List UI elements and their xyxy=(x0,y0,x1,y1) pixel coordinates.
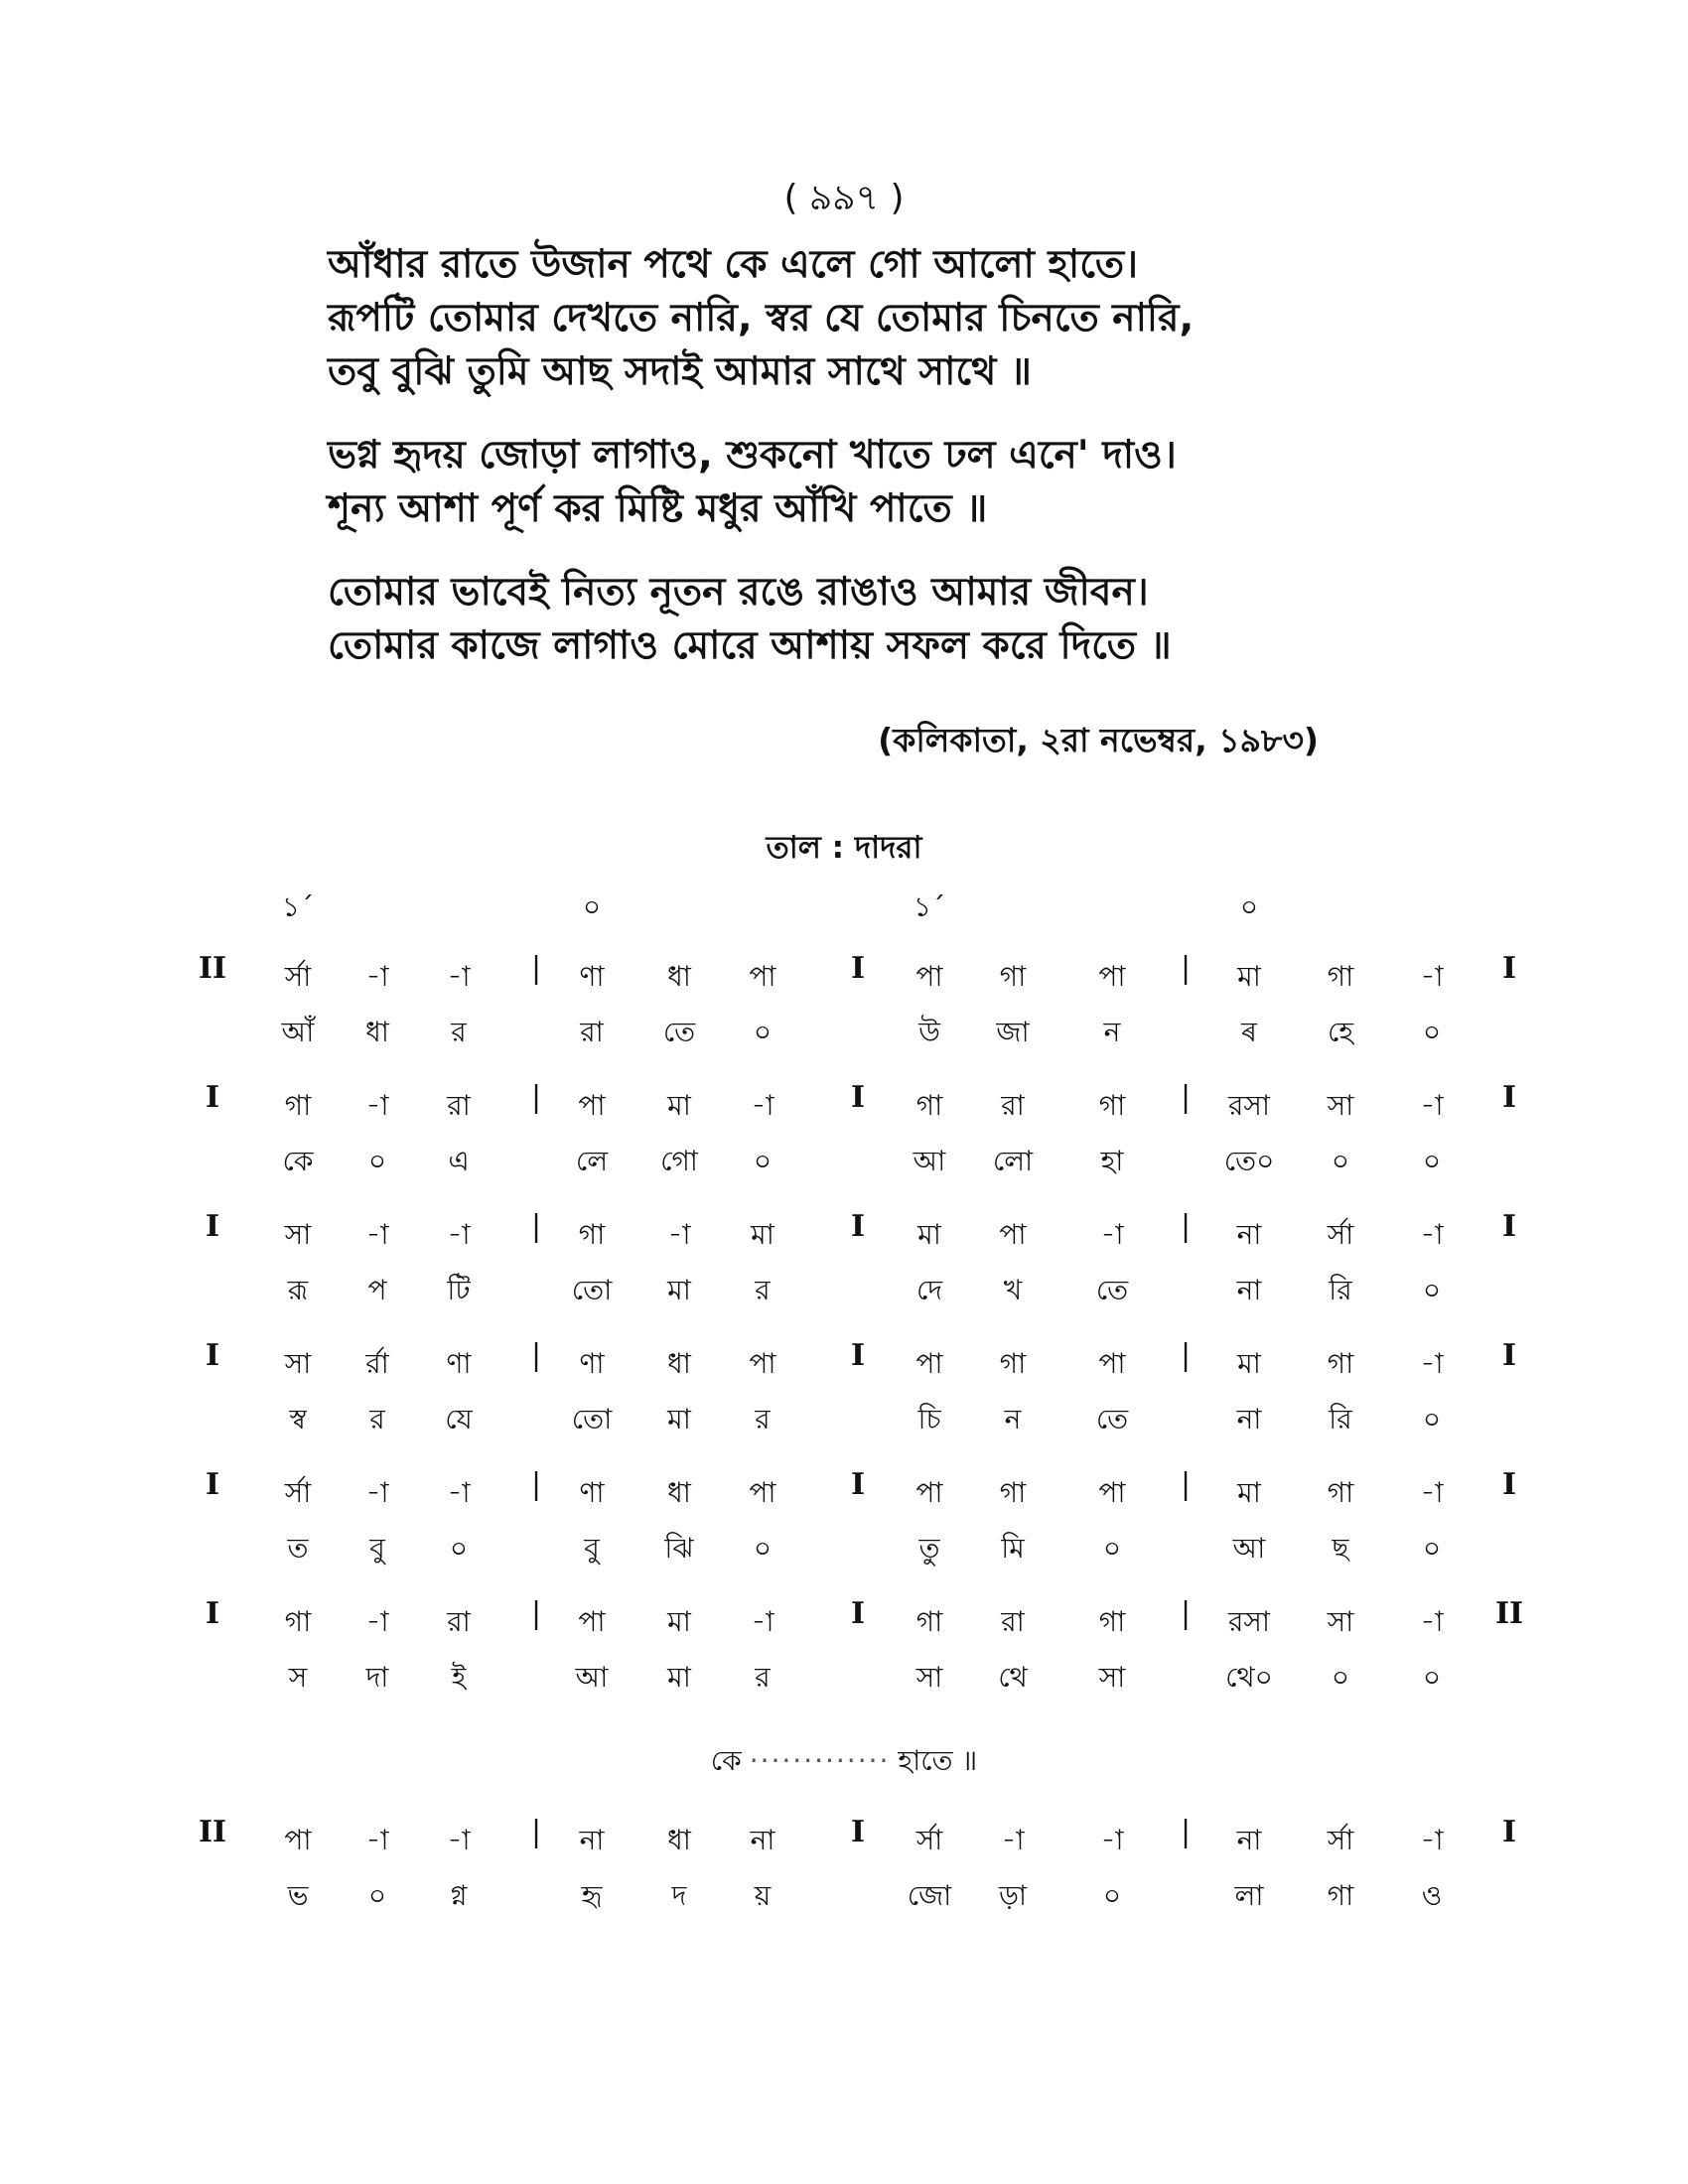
syllable: রি xyxy=(1329,1403,1352,1435)
syllable: আঁ xyxy=(281,1016,315,1048)
note: পা xyxy=(284,1824,312,1856)
note: -া xyxy=(1420,1218,1444,1251)
refrain-line xyxy=(0,1739,1688,1786)
refrain-end: হাতে ॥ xyxy=(898,1744,978,1777)
beat-mark: ১´ xyxy=(913,890,946,923)
syllable: ০ xyxy=(753,1532,773,1565)
note: -া xyxy=(365,1605,389,1638)
note: পা xyxy=(1098,1476,1126,1509)
note: -া xyxy=(447,1476,471,1509)
syllable: লো xyxy=(992,1145,1034,1177)
note: -া xyxy=(365,1218,389,1251)
syllable: র xyxy=(369,1403,385,1435)
syllable: টি xyxy=(447,1274,471,1306)
note: না xyxy=(1236,1824,1262,1856)
note: গা xyxy=(915,1089,943,1122)
note: মা xyxy=(1237,1347,1261,1380)
beat-mark: ১´ xyxy=(281,890,315,923)
note: ণা xyxy=(579,960,605,993)
syllable: য় xyxy=(754,1879,772,1912)
syllable: ০ xyxy=(1422,1145,1442,1177)
note: পা xyxy=(749,1347,776,1380)
bar-line-open: I xyxy=(205,1596,220,1631)
syllable: হৃ xyxy=(581,1879,603,1912)
place-date: (কলিকাতা, ২রা নভেম্বর, ১৯৮৩) xyxy=(878,721,1319,759)
bar-separator: | xyxy=(530,1467,542,1502)
bar-separator: | xyxy=(1180,951,1192,986)
syllable: মা xyxy=(667,1274,691,1306)
bar-separator: | xyxy=(530,1209,542,1244)
bar-separator: I xyxy=(850,1467,866,1502)
syllable: তে xyxy=(662,1016,696,1048)
syllable: যে xyxy=(445,1403,473,1435)
bar-separator: | xyxy=(1180,1338,1192,1373)
syllable: ০ xyxy=(753,1016,773,1048)
note: -া xyxy=(365,1089,389,1122)
bar-line-close: II xyxy=(1494,1596,1524,1631)
bar-separator: | xyxy=(1180,1467,1192,1502)
syllable: র xyxy=(755,1274,771,1306)
syllable: লা xyxy=(1234,1879,1264,1912)
bar-separator: I xyxy=(850,1209,866,1244)
syllable: র xyxy=(755,1661,771,1694)
page-number: ( ৯৯৭ ) xyxy=(783,178,905,218)
bar-separator: I xyxy=(850,951,866,986)
syllable: ত xyxy=(287,1532,309,1565)
syllable: ছ xyxy=(1332,1532,1349,1565)
syllable: র xyxy=(755,1403,771,1435)
note: -া xyxy=(1420,1089,1444,1122)
beat-mark: ০ xyxy=(582,890,602,923)
note: -া xyxy=(1100,1218,1124,1251)
bar-line-open: II xyxy=(198,1815,227,1849)
bar-line-close: I xyxy=(1501,1815,1517,1849)
note: মা xyxy=(1237,960,1261,993)
note: -া xyxy=(1420,960,1444,993)
syllable: ০ xyxy=(1422,1532,1442,1565)
syllable: ০ xyxy=(1422,1016,1442,1048)
note: র্সা xyxy=(915,1824,943,1856)
syllable: স xyxy=(288,1661,308,1694)
note: পা xyxy=(578,1605,606,1638)
note: পা xyxy=(749,960,776,993)
note: রা xyxy=(447,1089,471,1122)
note: গা xyxy=(284,1605,312,1638)
note: ধা xyxy=(667,1347,691,1380)
syllable: রা xyxy=(580,1016,604,1048)
syllable: দে xyxy=(915,1274,943,1306)
syllable: ৰ xyxy=(1241,1016,1257,1048)
syllable: মি xyxy=(1001,1532,1025,1565)
note: পা xyxy=(915,1347,943,1380)
lyric-line: শূন্য আশা পূর্ণ কর মিষ্টি মধুর আঁখি পাতে ॥ xyxy=(328,486,988,531)
note: র্রা xyxy=(365,1347,389,1380)
note: সা xyxy=(284,1218,312,1251)
note: -া xyxy=(1001,1824,1025,1856)
syllable: চি xyxy=(917,1403,941,1435)
syllable: আ xyxy=(1232,1532,1266,1565)
syllable: ০ xyxy=(1102,1879,1122,1912)
bar-separator: | xyxy=(1180,1080,1192,1115)
bar-separator: | xyxy=(530,1815,542,1849)
syllable: না xyxy=(1236,1274,1262,1306)
bar-separator: I xyxy=(850,1080,866,1115)
bar-line-close: I xyxy=(1501,951,1517,986)
bar-line-open: I xyxy=(205,1338,220,1373)
syllable: গো xyxy=(660,1145,698,1177)
syllable: গ্ন xyxy=(450,1879,468,1912)
note: পা xyxy=(915,1476,943,1509)
bar-line-open: II xyxy=(198,951,227,986)
syllable: তো xyxy=(571,1403,613,1435)
bar-line-close: I xyxy=(1501,1209,1517,1244)
note: ধা xyxy=(667,1824,691,1856)
syllable: ই xyxy=(451,1661,467,1694)
note: -া xyxy=(1420,1605,1444,1638)
syllable: স্ব xyxy=(289,1403,307,1435)
syllable: লে xyxy=(575,1145,609,1177)
note: না xyxy=(750,1824,775,1856)
syllable: ০ xyxy=(367,1879,387,1912)
syllable: মা xyxy=(667,1403,691,1435)
note: -া xyxy=(365,960,389,993)
beat-mark: ০ xyxy=(1239,890,1259,923)
syllable: তু xyxy=(918,1532,940,1565)
syllable: ০ xyxy=(1331,1145,1350,1177)
syllable: ড়া xyxy=(998,1879,1028,1912)
syllable: খ xyxy=(1003,1274,1023,1306)
note: র্সা xyxy=(1327,1824,1354,1856)
syllable: ০ xyxy=(367,1145,387,1177)
note: -া xyxy=(751,1605,774,1638)
syllable: না xyxy=(1236,1403,1262,1435)
syllable: তো xyxy=(571,1274,613,1306)
bar-separator: | xyxy=(530,1338,542,1373)
note: -া xyxy=(447,1824,471,1856)
note: -া xyxy=(1420,1476,1444,1509)
bar-separator: | xyxy=(1180,1596,1192,1631)
syllable: রি xyxy=(1329,1274,1352,1306)
note: গা xyxy=(1327,1347,1354,1380)
bar-separator: | xyxy=(1180,1815,1192,1849)
bar-separator: | xyxy=(530,951,542,986)
note: -া xyxy=(447,1218,471,1251)
note: ণা xyxy=(579,1476,605,1509)
note: ণা xyxy=(446,1347,472,1380)
lyric-line: তবু বুঝি তুমি আছ সদাই আমার সাথে সাথে ॥ xyxy=(328,349,1032,394)
syllable: উ xyxy=(918,1016,940,1048)
note: গা xyxy=(1327,1476,1354,1509)
note: -া xyxy=(667,1218,691,1251)
syllable: ন xyxy=(1103,1016,1121,1048)
note: -া xyxy=(751,1089,774,1122)
note: গা xyxy=(284,1089,312,1122)
syllable: র xyxy=(451,1016,467,1048)
note: -া xyxy=(447,960,471,993)
syllable: বু xyxy=(369,1532,385,1565)
note: গা xyxy=(1327,960,1354,993)
note: পা xyxy=(578,1089,606,1122)
refrain-start: কে xyxy=(710,1744,742,1777)
note: রা xyxy=(1001,1605,1025,1638)
syllable: জা xyxy=(996,1016,1030,1048)
note: র্সা xyxy=(284,960,312,993)
note: ধা xyxy=(667,960,691,993)
note: র্সা xyxy=(284,1476,312,1509)
syllable: কে xyxy=(282,1145,314,1177)
syllable: সা xyxy=(915,1661,943,1694)
syllable: ০ xyxy=(1422,1403,1442,1435)
bar-line-close: I xyxy=(1501,1338,1517,1373)
syllable: থে০ xyxy=(1225,1661,1273,1694)
syllable: ০ xyxy=(753,1145,773,1177)
syllable: দা xyxy=(365,1661,389,1694)
bar-separator: | xyxy=(530,1596,542,1631)
note: সা xyxy=(1327,1089,1354,1122)
syllable: আ xyxy=(575,1661,609,1694)
note: ধা xyxy=(667,1476,691,1509)
syllable: ও xyxy=(1421,1879,1443,1912)
syllable: ভ xyxy=(287,1879,309,1912)
syllable: গা xyxy=(1327,1879,1354,1912)
bar-separator: I xyxy=(850,1338,866,1373)
syllable: হে xyxy=(1327,1016,1354,1048)
note: মা xyxy=(1237,1476,1261,1509)
bar-line-open: I xyxy=(205,1467,220,1502)
lyric-line: তোমার ভাবেই নিত্য নূতন রঙে রাঙাও আমার জীবন। xyxy=(328,570,1149,614)
refrain-dots: ············· xyxy=(749,1744,891,1777)
note: গা xyxy=(999,960,1027,993)
lyric-line: তোমার কাজে লাগাও মোরে আশায় সফল করে দিতে ॥ xyxy=(328,623,1172,668)
syllable: এ xyxy=(448,1145,470,1177)
syllable: জো xyxy=(907,1879,952,1912)
note: না xyxy=(579,1824,605,1856)
syllable: তে xyxy=(1095,1274,1129,1306)
note: পা xyxy=(915,960,943,993)
bar-line-close: I xyxy=(1501,1080,1517,1115)
note: -া xyxy=(1420,1824,1444,1856)
note: র্সা xyxy=(1327,1218,1354,1251)
note: মা xyxy=(751,1218,774,1251)
lyric-line: ভগ্ন হৃদয় জোড়া লাগাও, শুকনো খাতে ঢল এনে' দাও। xyxy=(328,433,1177,478)
note: -া xyxy=(1420,1347,1444,1380)
syllable: বু xyxy=(584,1532,600,1565)
syllable: হা xyxy=(1100,1145,1124,1177)
note: পা xyxy=(999,1218,1027,1251)
bar-separator: I xyxy=(850,1815,866,1849)
note: রসা xyxy=(1227,1605,1271,1638)
note: রসা xyxy=(1227,1089,1271,1122)
note: না xyxy=(1236,1218,1262,1251)
note: পা xyxy=(1098,1347,1126,1380)
syllable: ০ xyxy=(1422,1661,1442,1694)
note: গা xyxy=(915,1605,943,1638)
taal-label: তাল : দাদরা xyxy=(766,830,922,866)
lyric-line: আঁধার রাতে উজান পথে কে এলে গো আলো হাতে। xyxy=(328,242,1139,287)
note: রা xyxy=(447,1605,471,1638)
note: ণা xyxy=(579,1347,605,1380)
note: -া xyxy=(365,1476,389,1509)
syllable: মা xyxy=(667,1661,691,1694)
note: গা xyxy=(1098,1605,1126,1638)
syllable: প xyxy=(367,1274,387,1306)
note: সা xyxy=(1327,1605,1354,1638)
bar-line-close: I xyxy=(1501,1467,1517,1502)
lyric-line: রূপটি তোমার দেখতে নারি, স্বর যে তোমার চিনতে নারি, xyxy=(328,296,1195,341)
note: -া xyxy=(1100,1824,1124,1856)
note: -া xyxy=(365,1824,389,1856)
syllable: দ xyxy=(671,1879,687,1912)
note: পা xyxy=(1098,960,1126,993)
syllable: ঝি xyxy=(664,1532,694,1565)
syllable: সা xyxy=(1098,1661,1126,1694)
syllable: তে xyxy=(1095,1403,1129,1435)
bar-line-open: I xyxy=(205,1080,220,1115)
syllable: ন xyxy=(1004,1403,1022,1435)
syllable: ০ xyxy=(1331,1661,1350,1694)
syllable: ০ xyxy=(1102,1532,1122,1565)
note: মা xyxy=(917,1218,941,1251)
note: পা xyxy=(749,1476,776,1509)
note: গা xyxy=(999,1347,1027,1380)
syllable: তে০ xyxy=(1223,1145,1275,1177)
note: গা xyxy=(578,1218,606,1251)
note: রা xyxy=(1001,1089,1025,1122)
note: মা xyxy=(667,1089,691,1122)
bar-separator: | xyxy=(530,1080,542,1115)
note: গা xyxy=(999,1476,1027,1509)
note: সা xyxy=(284,1347,312,1380)
bar-separator: | xyxy=(1180,1209,1192,1244)
syllable: আ xyxy=(913,1145,946,1177)
note: মা xyxy=(667,1605,691,1638)
syllable: ০ xyxy=(449,1532,469,1565)
note: গা xyxy=(1098,1089,1126,1122)
bar-separator: I xyxy=(850,1596,866,1631)
syllable: থে xyxy=(998,1661,1028,1694)
syllable: রূ xyxy=(287,1274,309,1306)
syllable: ০ xyxy=(1422,1274,1442,1306)
bar-line-open: I xyxy=(205,1209,220,1244)
syllable: ধা xyxy=(365,1016,389,1048)
